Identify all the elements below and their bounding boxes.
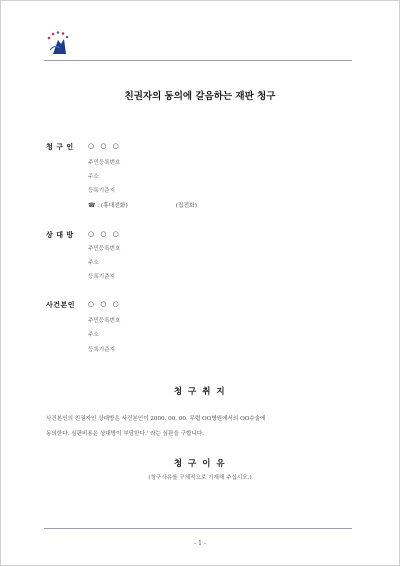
footer-rule	[44, 528, 352, 529]
purpose-line-1: 사건본인의 친권자인 상대방은 사건본인이 2000. 00. 00. 무렵 OO병원에서의 OO수술에	[46, 416, 266, 422]
claimant-registration-base: 등록기준지	[88, 188, 116, 194]
reason-heading: 청 구 이 유	[173, 459, 227, 469]
mobile-phone-label: : (휴대전화)	[97, 203, 128, 209]
document-title: 친권자의 동의에 갈음하는 재판 청구	[124, 91, 276, 102]
claimant-resident-number: 주민등록번호	[88, 160, 121, 166]
claimant-label: 청 구 인	[46, 142, 74, 151]
claimant-name: ○ ○ ○	[88, 142, 121, 150]
header-rule	[44, 60, 352, 61]
respondent-label: 상 대 방	[46, 230, 74, 239]
subject-resident-number: 주민등록번호	[88, 318, 121, 324]
phone-icon: ☎	[88, 203, 96, 209]
claimant-phone-row	[88, 200, 197, 209]
subject-label: 사건본인	[46, 300, 76, 309]
home-phone-label: (집전화)	[175, 203, 197, 209]
purpose-heading: 청 구 취 지	[173, 387, 227, 397]
purpose-line-2: 동의한다. 심판비용은 상대방이 부담한다.' 라는 심판을 구합니다.	[46, 431, 205, 437]
respondent-address: 주소	[88, 260, 99, 266]
subject-name: ○ ○ ○	[88, 300, 121, 308]
subject-address: 주소	[88, 332, 99, 338]
respondent-name: ○ ○ ○	[88, 230, 121, 238]
respondent-registration-base: 등록기준지	[88, 274, 116, 280]
court-emblem-icon	[44, 30, 74, 56]
reason-note: (청구사유를 구체적으로 기재해 주십시오.)	[148, 475, 252, 481]
respondent-resident-number: 주민등록번호	[88, 246, 121, 252]
page-number: - 1 -	[194, 540, 206, 547]
claimant-address: 주소	[88, 174, 99, 180]
subject-registration-base: 등록기준지	[88, 347, 116, 353]
purpose-body	[46, 412, 356, 442]
